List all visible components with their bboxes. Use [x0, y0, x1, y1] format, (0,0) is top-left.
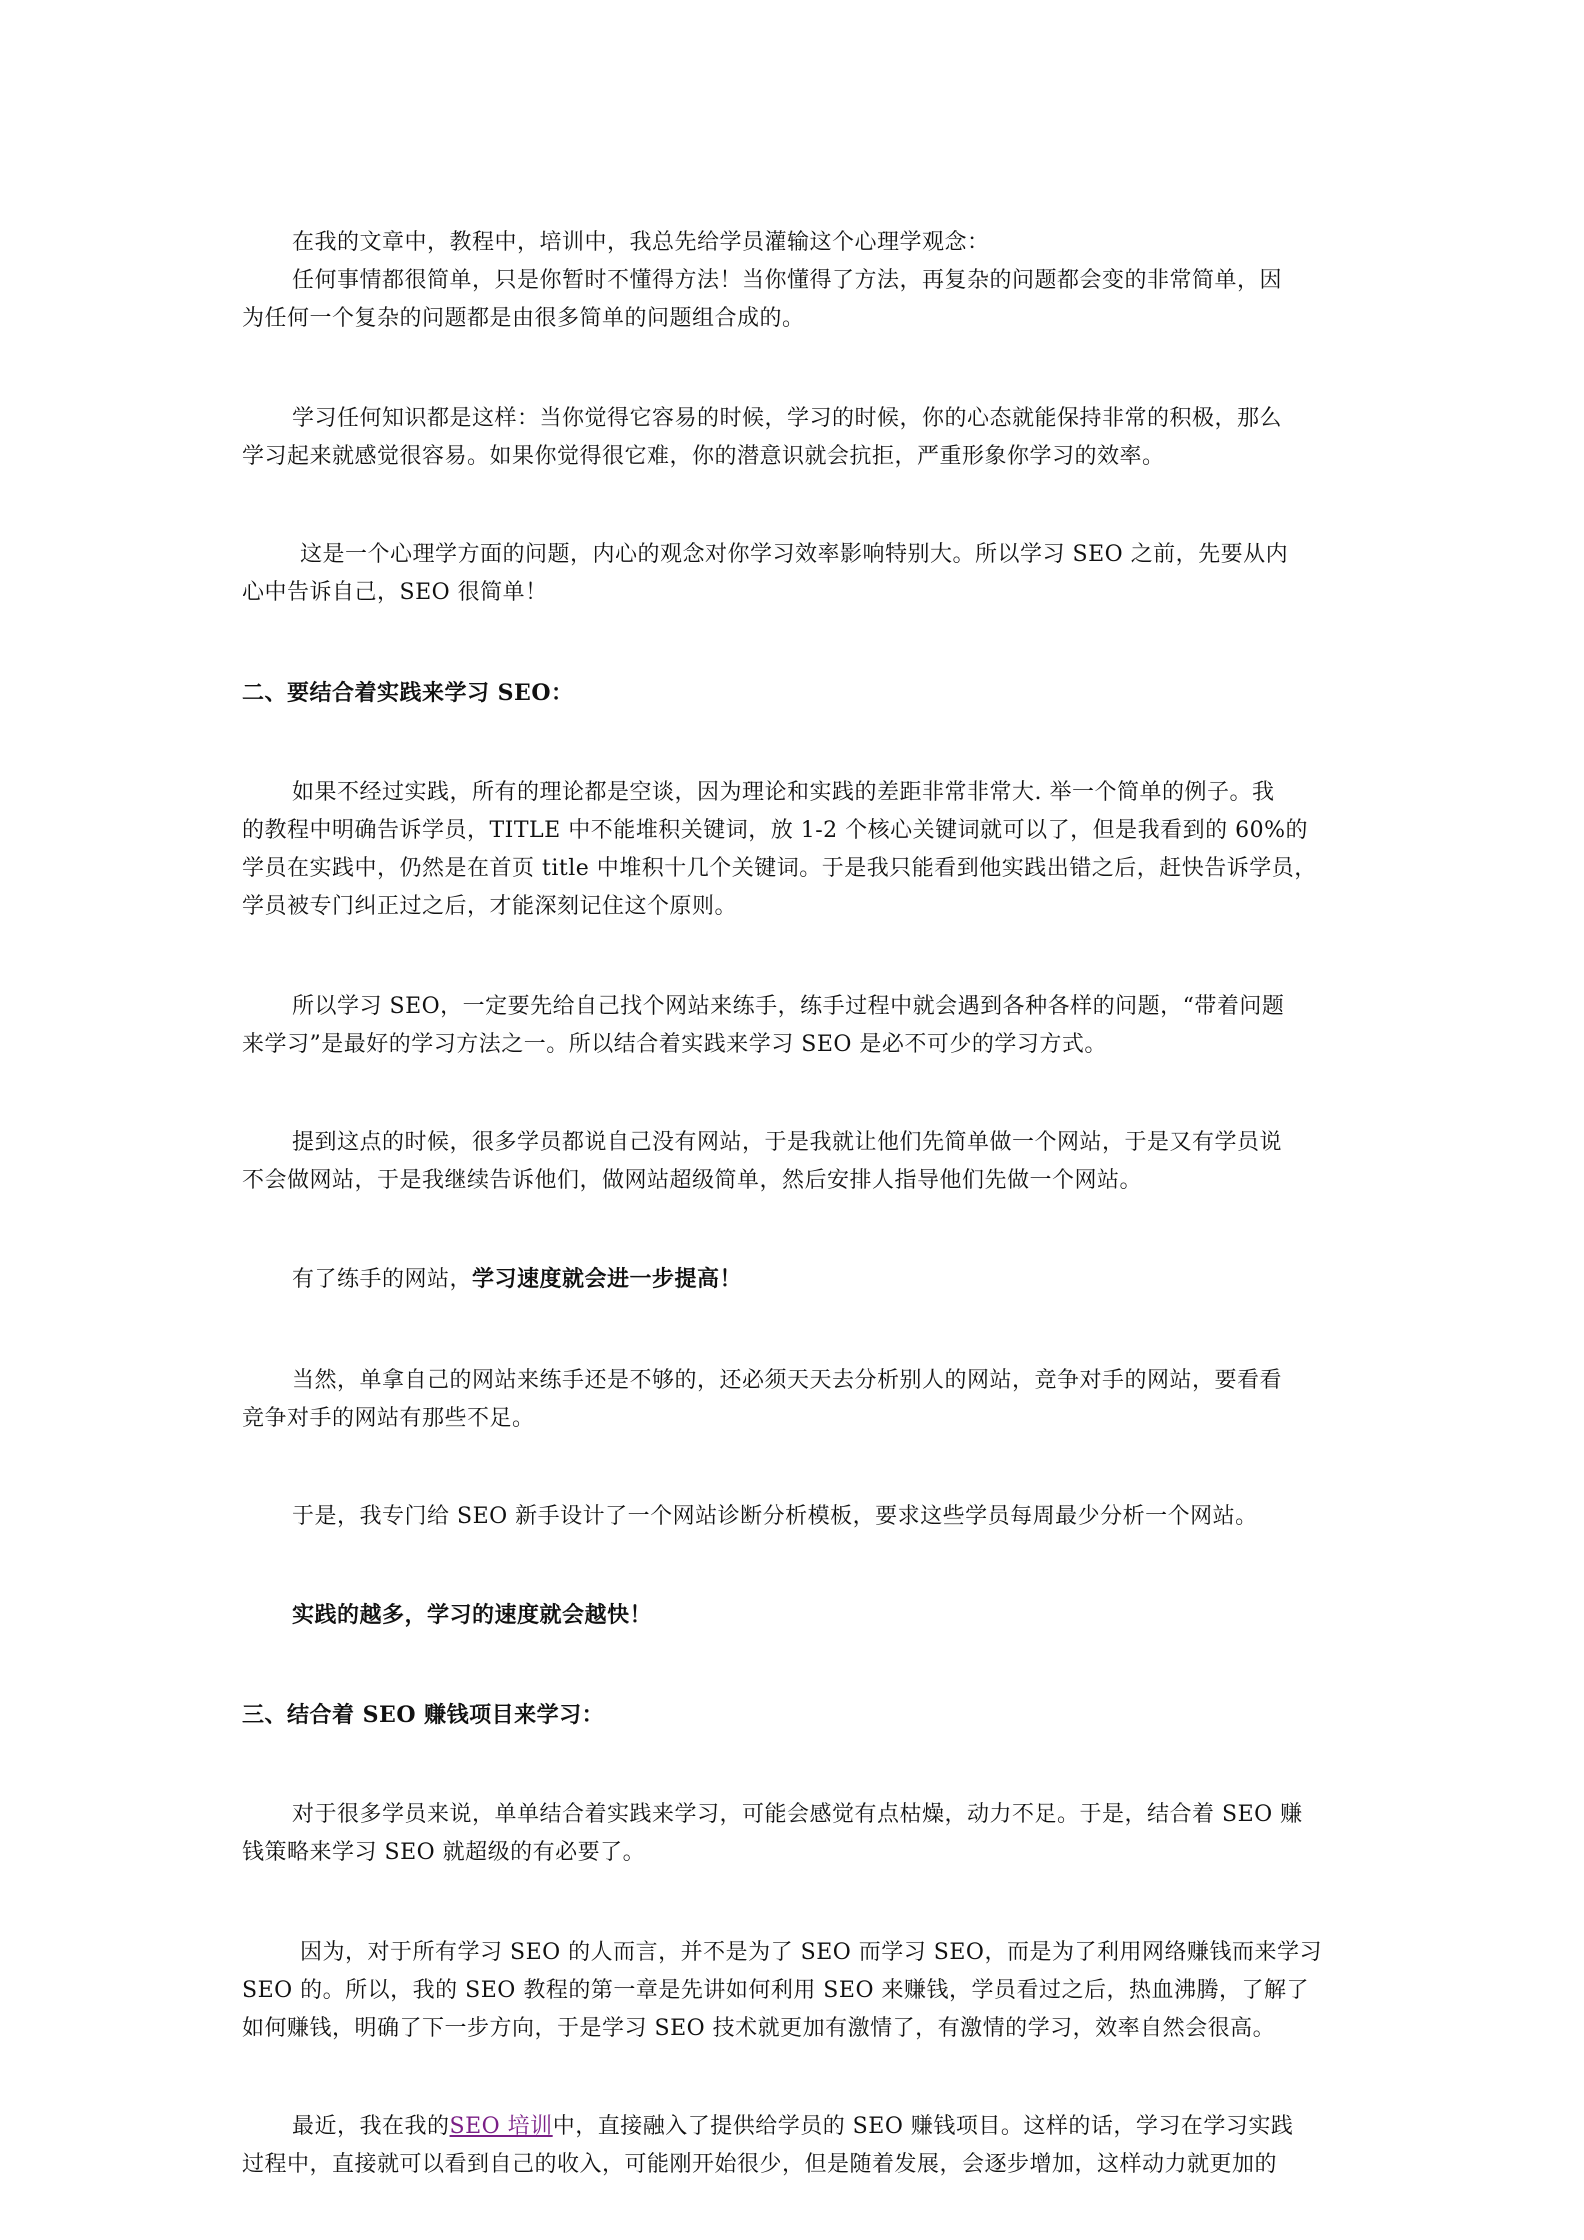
paragraph-line: 学员在实践中，仍然是在首页 title 中堆积十几个关键词。于是我只能看到他实践出错之后，赶快告诉学员， [242, 856, 1317, 881]
paragraph-line: 因为，对于所有学习 SEO 的人而言，并不是为了 SEO 而学习 SEO，而是为了利用网络赚钱而来学习 [300, 1940, 1322, 1965]
paragraph-trail-text: 中，直接融入了提供给学员的 SEO 赚钱项目。这样的话，学习在学习实践 [552, 2114, 1294, 2139]
paragraph-line: 为任何一个复杂的问题都是由很多简单的问题组合成的。 [242, 306, 805, 331]
paragraph-line: 竞争对手的网站有那些不足。 [242, 1406, 535, 1431]
paragraph-line [292, 1264, 742, 1294]
paragraph-lead-text: 最近，我在我的 [292, 2114, 450, 2139]
paragraph-line: SEO 的。所以，我的 SEO 教程的第一章是先讲如何利用 SEO 来赚钱，学员看过之后，热血沸腾，了解了 [242, 1978, 1309, 2003]
paragraph-lead-text: 有了练手的网站， [292, 1267, 473, 1292]
section-heading: 二、要结合着实践来学习 SEO： [242, 680, 574, 706]
paragraph-line: 于是，我专门给 SEO 新手设计了一个网站诊断分析模板，要求这些学员每周最少分析一个网站。 [292, 1504, 1258, 1529]
paragraph-line: 学习任何知识都是这样：当你觉得它容易的时候，学习的时候，你的心态就能保持非常的积极，那么 [292, 406, 1283, 431]
paragraph-line: 当然，单拿自己的网站来练手还是不够的，还必须天天去分析别人的网站，竞争对手的网站，要看看 [292, 1368, 1283, 1393]
paragraph-line: 如果不经过实践，所有的理论都是空谈，因为理论和实践的差距非常非常大. 举一个简单的例子。我 [292, 780, 1275, 805]
paragraph-line: 的教程中明确告诉学员，TITLE 中不能堆积关键词，放 1-2 个核心关键词就可以了，但是我看到的 60%的 [242, 818, 1309, 843]
paragraph-line: 学习起来就感觉很容易。如果你觉得很它难，你的潜意识就会抗拒，严重形象你学习的效率。 [242, 444, 1165, 469]
paragraph-line [292, 2112, 1293, 2142]
paragraph-line: 对于很多学员来说，单单结合着实践来学习，可能会感觉有点枯燥，动力不足。于是，结合着 SEO 赚 [292, 1802, 1303, 1827]
paragraph-line: 提到这点的时候，很多学员都说自己没有网站，于是我就让他们先简单做一个网站，于是又有学员说 [292, 1130, 1283, 1155]
emphasis-text: 学习速度就会进一步提高！ [472, 1266, 743, 1292]
paragraph-line: 来学习”是最好的学习方法之一。所以结合着实践来学习 SEO 是必不可少的学习方式。 [242, 1032, 1107, 1057]
section-heading: 三、结合着 SEO 赚钱项目来学习： [242, 1702, 605, 1728]
paragraph-line: 不会做网站，于是我继续告诉他们，做网站超级简单，然后安排人指导他们先做一个网站。 [242, 1168, 1143, 1193]
paragraph-line: 过程中，直接就可以看到自己的收入，可能刚开始很少，但是随着发展，会逐步增加，这样动力就更加的 [242, 2152, 1278, 2177]
paragraph-line: 这是一个心理学方面的问题，内心的观念对你学习效率影响特别大。所以学习 SEO 之前，先要从内 [300, 542, 1289, 567]
paragraph-line: 如何赚钱，明确了下一步方向，于是学习 SEO 技术就更加有激情了，有激情的学习，效率自然会很高。 [242, 2016, 1276, 2041]
emphasis-line: 实践的越多，学习的速度就会越快！ [292, 1602, 653, 1628]
paragraph-line: 所以学习 SEO，一定要先给自己找个网站来练手，练手过程中就会遇到各种各样的问题，“带着问题 [292, 994, 1285, 1019]
seo-training-link[interactable]: SEO 培训 [449, 2114, 553, 2139]
paragraph-line: 任何事情都很简单，只是你暂时不懂得方法！当你懂得了方法，再复杂的问题都会变的非常简单，因 [292, 268, 1283, 293]
paragraph-line: 在我的文章中，教程中，培训中，我总先给学员灌输这个心理学观念： [292, 230, 990, 255]
paragraph-line: 钱策略来学习 SEO 就超级的有必要了。 [242, 1840, 646, 1865]
paragraph-line: 心中告诉自己，SEO 很简单！ [242, 580, 548, 605]
paragraph-line: 学员被专门纠正过之后，才能深刻记住这个原则。 [242, 894, 738, 919]
